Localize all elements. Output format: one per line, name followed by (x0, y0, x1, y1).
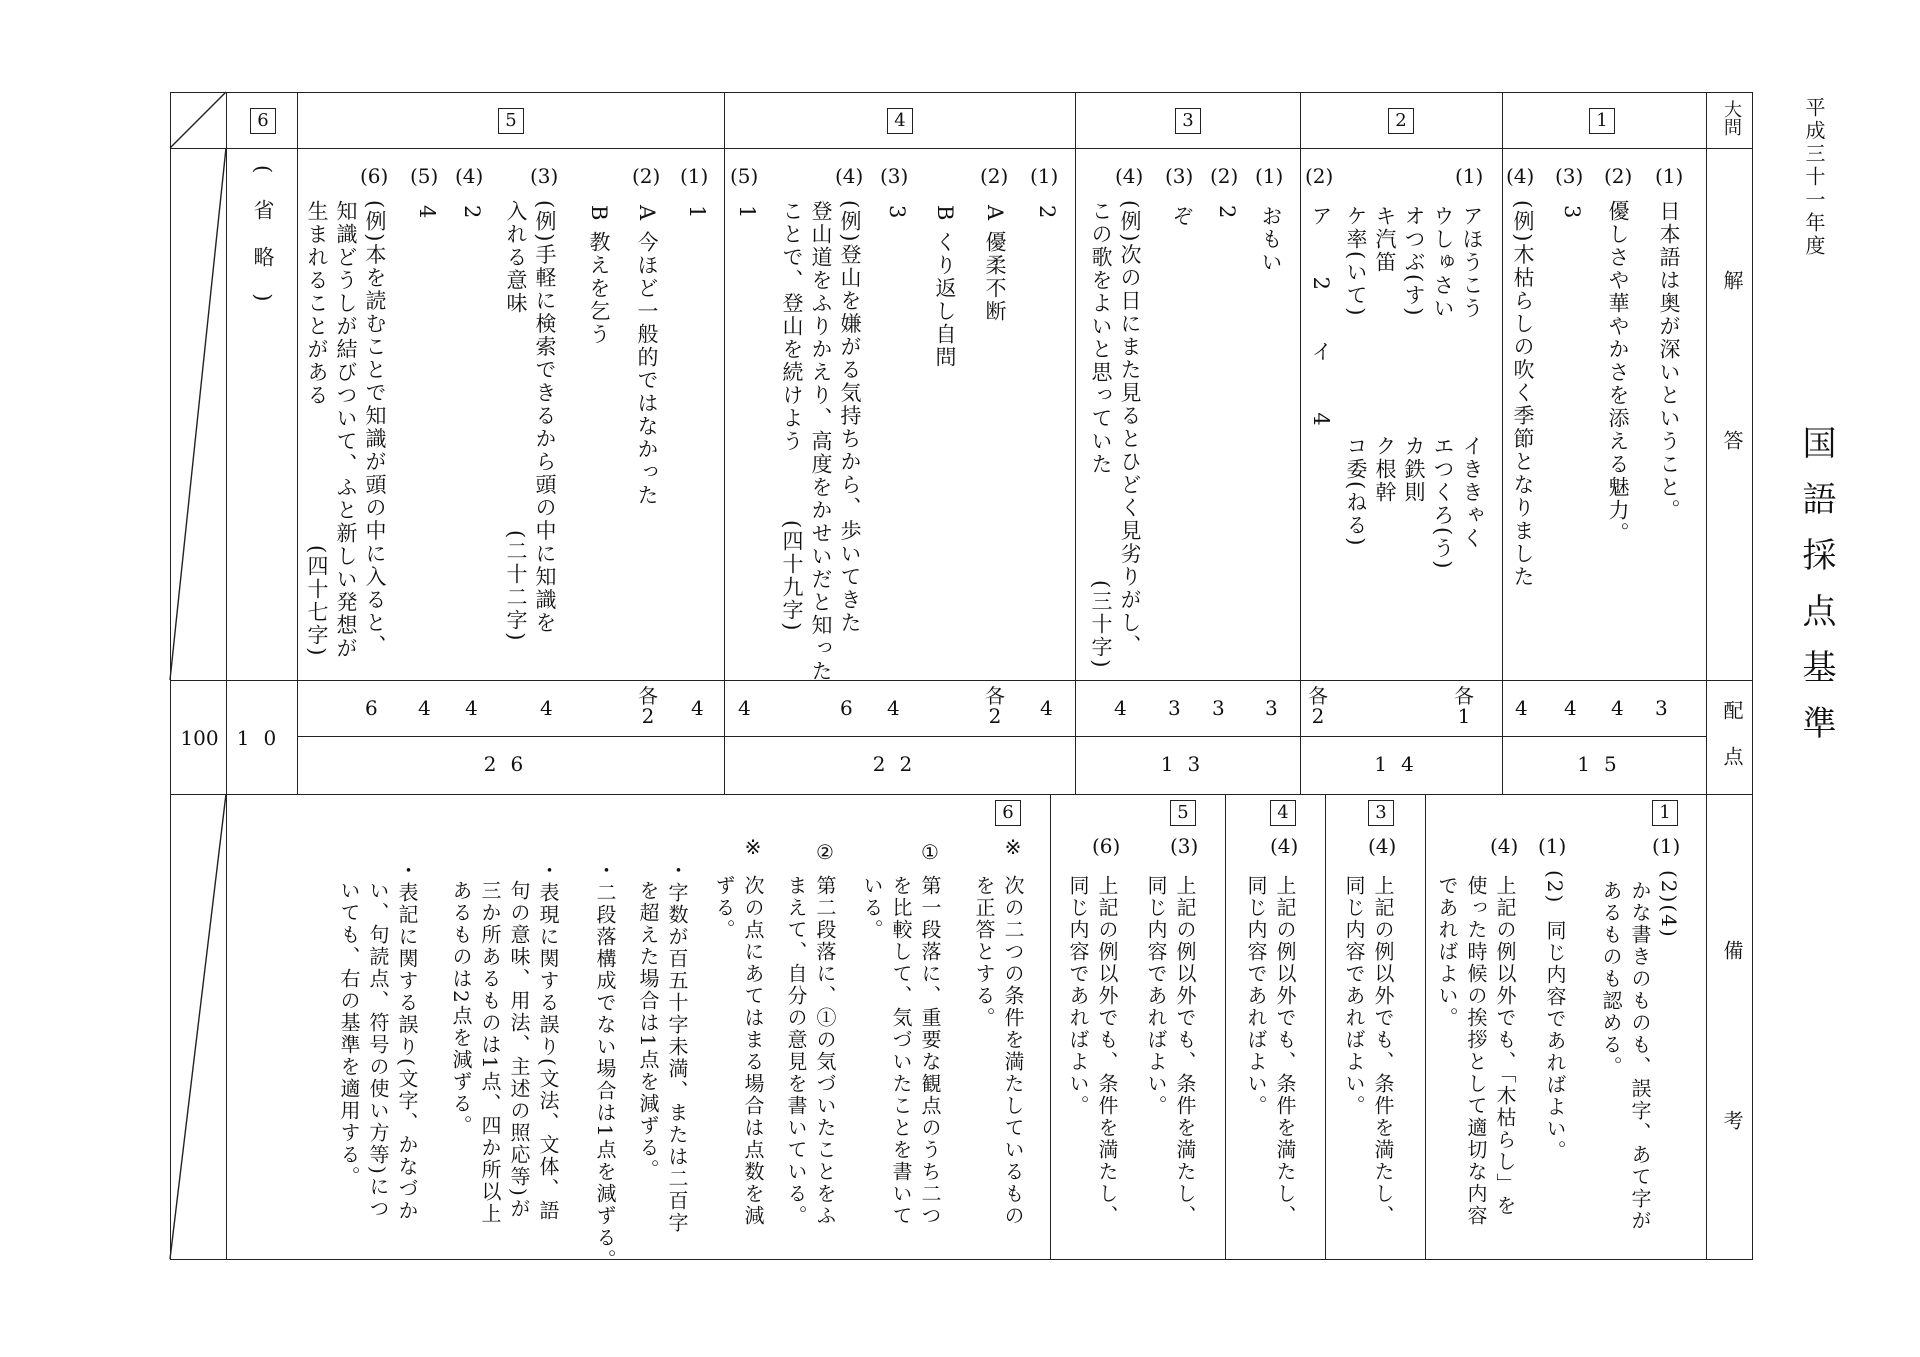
answer-text: 3 (1560, 205, 1584, 221)
answer-text: B 教えを乞う (587, 205, 611, 347)
point: 4 (540, 696, 553, 720)
point: 3 (1168, 696, 1181, 720)
header-kaitou: 解答 (1720, 270, 1744, 590)
point: 4 (1611, 696, 1624, 720)
note-text: 同じ内容であればよい。 (1144, 875, 1168, 1117)
note-cue: (4) (1270, 834, 1299, 858)
answer-text: ウしゅさい (1431, 205, 1455, 320)
note-text: 使った時候の挨拶として適切な内容 (1464, 875, 1488, 1227)
subtotal: 15 (1577, 752, 1631, 776)
section-3-number: 3 (1175, 108, 1201, 134)
point: 3 (1212, 696, 1225, 720)
point: 各2 (985, 684, 1005, 728)
note-text: 上記の例以外でも、「木枯らし」を (1493, 875, 1517, 1217)
answer-text: キ汽笛 (1373, 205, 1397, 274)
note-bullet: いても、右の基準を適用する。 (337, 880, 361, 1188)
point-s6: 10 (236, 726, 291, 750)
note-cue: (3) (1170, 834, 1199, 858)
point: 3 (1655, 696, 1668, 720)
note-cue: (1) (1652, 834, 1681, 858)
note-bullet: ・表記に関する誤り(文字、かなづか (395, 860, 419, 1222)
note-text: 上記の例以外でも、条件を満たし、 (1371, 875, 1395, 1227)
point: 6 (365, 696, 378, 720)
section-2-number: 2 (1388, 108, 1414, 134)
q-number: (1) (680, 164, 709, 188)
note-text: 同じ内容であればよい。 (1342, 875, 1366, 1117)
answer-text: 2 (1215, 205, 1239, 221)
header-bikou: 備考 (1720, 940, 1744, 1280)
note-mark: ※ (741, 835, 765, 861)
note-text: かな書きのものも、誤字、あて字が (1628, 880, 1652, 1232)
answer-text: (例)登山を嫌がる気持ちから、歩いてきた (838, 200, 862, 635)
note-text: まえて、自分の意見を書いている。 (784, 875, 808, 1227)
note-text: 上記の例以外でも、条件を満たし、 (1173, 875, 1197, 1227)
note-cue: ① (918, 840, 942, 866)
answer-text: この歌をよいと思っていた (1089, 200, 1113, 476)
note-text: 次の二つの条件を満たしているもの (1001, 875, 1025, 1227)
note-bullet: い、句読点、符号の使い方等)につ (366, 880, 390, 1220)
note-text: を比較して、気づいたことを書いて (889, 875, 913, 1227)
answer-text: イききゃく (1460, 435, 1484, 550)
q-number: (2) (980, 164, 1009, 188)
subtotal: 22 (872, 752, 927, 776)
q-number: (5) (410, 164, 439, 188)
note-text: あるものも認める。 (1599, 880, 1623, 1078)
q-number: (4) (1115, 164, 1144, 188)
note-cue: (6) (1092, 834, 1121, 858)
note-text: 次の点にあてはまる場合は点数を減 (741, 875, 765, 1227)
note-section-5: 5 (1170, 800, 1196, 826)
note-text: 同じ内容であればよい。 (1244, 875, 1268, 1117)
q-number: (6) (360, 164, 389, 188)
q-number: (1) (1030, 164, 1059, 188)
point: 6 (840, 696, 853, 720)
section-5-number: 5 (498, 108, 524, 134)
note-mark: ※ (1001, 835, 1025, 861)
answer-text: ことで、登山を続けよう (780, 200, 804, 453)
q-number: (2) (632, 164, 661, 188)
point: 4 (1564, 696, 1577, 720)
answer-text: 1 (735, 205, 759, 221)
note-text: 同じ内容であればよい。 (1543, 920, 1567, 1162)
answer-text: A 優柔不断 (983, 205, 1007, 323)
section-6-number: 6 (250, 108, 276, 134)
q-number: (2) (1210, 164, 1239, 188)
note-bullet: 句の意味、用法、主述の照応等)が (507, 880, 531, 1220)
header-daimon: 大問 (1721, 100, 1742, 136)
answer-text: ケ率(いて) (1344, 205, 1368, 318)
answer-text: おもい (1259, 205, 1283, 274)
note-bullet: ・表現に関する誤り(文法、文体、語 (536, 860, 560, 1222)
note-cue: ② (813, 840, 837, 866)
note-section-3: 3 (1368, 800, 1394, 826)
answer-text: B くり返し自問 (933, 205, 957, 370)
note-text: 上記の例以外でも、条件を満たし、 (1095, 875, 1119, 1227)
char-count: (二十二字) (504, 530, 528, 643)
subtotal: 14 (1374, 752, 1428, 776)
subtotal: 26 (483, 752, 538, 776)
char-count: (三十字) (1089, 580, 1113, 670)
point-total: 100 (180, 726, 219, 750)
note-text: を正答とする。 (972, 875, 996, 1029)
note-bullet: を超えた場合は1点を減ずる。 (636, 880, 660, 1181)
answer-text: ア 2 イ 4 (1309, 205, 1333, 448)
note-cue: (1) (1538, 834, 1567, 858)
answer-text: エつくろ(う) (1431, 435, 1455, 571)
note-text: 同じ内容であればよい。 (1066, 875, 1090, 1117)
q-number: (4) (1506, 164, 1535, 188)
q-number: (3) (880, 164, 909, 188)
q-number: (4) (835, 164, 864, 188)
note-section-1: 1 (1652, 800, 1678, 826)
answer-text: ク根幹 (1373, 435, 1397, 504)
note-text: 上記の例以外でも、条件を満たし、 (1273, 875, 1297, 1227)
note-bullet: ・字数が百五十字未満、または二百字 (665, 860, 689, 1234)
section-6-answer: (省略) (251, 165, 275, 328)
answer-text: 3 (885, 205, 909, 221)
q-number: (2) (1305, 164, 1334, 188)
section-1-number: 1 (1589, 108, 1615, 134)
note-text: ずる。 (712, 875, 736, 941)
point: 各1 (1454, 684, 1474, 728)
q-number: (1) (1255, 164, 1284, 188)
q-number: (3) (530, 164, 559, 188)
note-cue: (2) (1543, 870, 1567, 905)
answer-text: A 今ほど一般的ではなかった (635, 205, 659, 507)
subtotal: 13 (1160, 752, 1215, 776)
point: 各2 (638, 684, 658, 728)
era-label: 平成三十一年度 (1802, 97, 1826, 258)
answer-text: 優しさや華やかさを添える魅力。 (1606, 200, 1630, 545)
q-number: (4) (455, 164, 484, 188)
answer-text: コ委(ねる) (1344, 435, 1368, 548)
answer-text: 2 (460, 205, 484, 221)
section-4-number: 4 (887, 108, 913, 134)
point: 各2 (1308, 684, 1328, 728)
q-number: (5) (730, 164, 759, 188)
char-count: (四十七字) (305, 545, 329, 658)
answer-text: アほうこう (1460, 205, 1484, 320)
q-number: (3) (1165, 164, 1194, 188)
point: 3 (1265, 696, 1278, 720)
char-count: (四十九字) (780, 520, 804, 633)
note-cue: (4) (1490, 834, 1519, 858)
q-number: (2) (1604, 164, 1633, 188)
answer-text: ぞ (1170, 205, 1194, 228)
answer-text: オつぶ(す) (1402, 205, 1426, 318)
answer-text: 登山道をふりかえり、高度をかせいだと知った (809, 200, 833, 683)
answer-text: 日本語は奥が深いということ。 (1657, 200, 1681, 522)
note-text: であればよい。 (1435, 875, 1459, 1029)
note-bullet: ・二段落構成でない場合は1点を減ずる。 (593, 860, 617, 1271)
note-bullet: 三か所あるものは1点、四か所以上 (478, 880, 502, 1225)
answer-text: 知識どうしが結びついて、ふと新しい発想が (334, 200, 358, 660)
point: 4 (1515, 696, 1528, 720)
note-text: 第一段落に、重要な観点のうち二つ (918, 875, 942, 1227)
q-number: (1) (1655, 164, 1684, 188)
answer-text: (例)木枯らしの吹く季節となりました (1511, 200, 1535, 589)
header-haiten: 配点 (1720, 700, 1744, 792)
note-cue: (2)(4) (1657, 870, 1681, 939)
point: 4 (1040, 696, 1053, 720)
answer-text: 1 (685, 205, 709, 221)
answer-text: カ鉄則 (1402, 435, 1426, 504)
note-section-4: 4 (1270, 800, 1296, 826)
note-text: 第二段落に、①の気づいたことをふ (813, 875, 837, 1227)
note-section-6: 6 (995, 800, 1021, 826)
note-bullet: あるものは2点を減ずる。 (449, 880, 473, 1137)
page-title: 国語採点基準 (1796, 425, 1836, 761)
point: 4 (465, 696, 478, 720)
answer-text: (例)次の日にまた見るとひどく見劣りがし、 (1118, 200, 1142, 658)
q-number: (1) (1455, 164, 1484, 188)
note-cue: (4) (1368, 834, 1397, 858)
answer-text: (例)手軽に検索できるから頭の中に知識を (533, 200, 557, 635)
point: 4 (1114, 696, 1127, 720)
answer-text: (例)本を読むことで知識が頭の中に入ると、 (363, 200, 387, 658)
point: 4 (738, 696, 751, 720)
answer-text: 2 (1035, 205, 1059, 221)
point: 4 (418, 696, 431, 720)
q-number: (3) (1555, 164, 1584, 188)
answer-text: 入れる意味 (504, 200, 528, 315)
point: 4 (691, 696, 704, 720)
answer-text: 4 (415, 205, 439, 221)
note-text: いる。 (860, 875, 884, 941)
point: 4 (887, 696, 900, 720)
answer-text: 生まれることがある (305, 200, 329, 407)
